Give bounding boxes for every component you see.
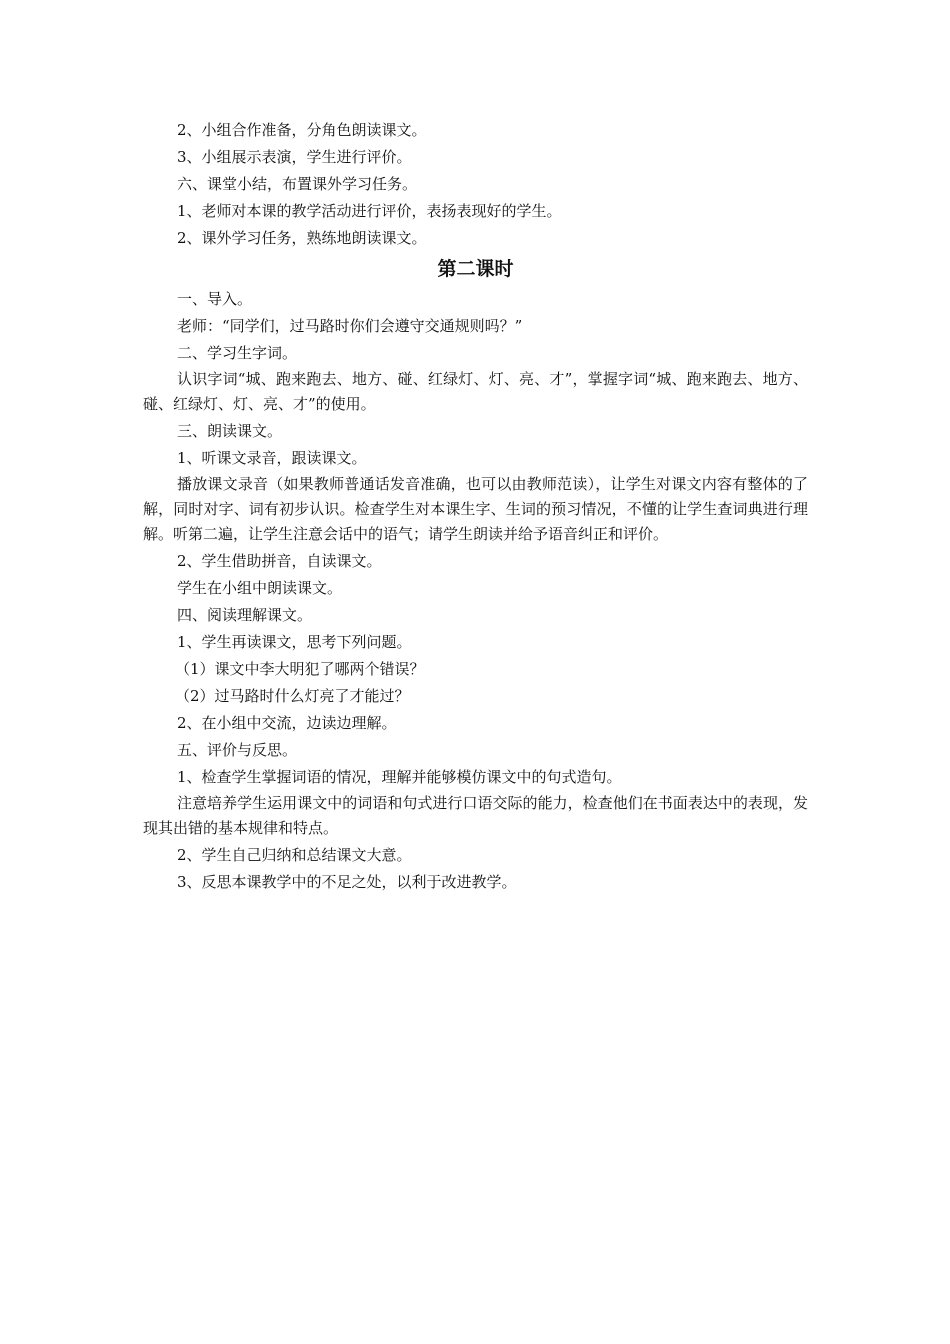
- step-check-vocab: 1、检查学生掌握词语的情况，理解并能够模仿课文中的句式造句。: [177, 768, 622, 786]
- document-page: [143, 117, 808, 896]
- step-listen-recording: 1、听课文录音，跟读课文。: [177, 449, 367, 467]
- vocab-paragraph: 认识字词“城、跑来跑去、地方、碰、红绿灯、灯、亮、才”，掌握字词“城、跑来跑去、地方、碰、红绿灯、灯、亮、才”的使用。: [143, 370, 808, 413]
- question-one: （1）课文中李大明犯了哪两个错误？: [175, 660, 425, 678]
- question-two: （2）过马路时什么灯亮了才能过？: [175, 687, 410, 705]
- step-self-reading: 2、学生借助拼音，自读课文。: [177, 552, 382, 570]
- section-comprehension-heading: 四、阅读理解课文。: [177, 606, 313, 624]
- section-reading-heading: 三、朗读课文。: [177, 422, 283, 440]
- reading-paragraph: 播放课文录音（如果教师普通话发音准确，也可以由教师范读），让学生对课文内容有整体的了解，同时对字、词有初步认识。检查学生对本课生字、生词的预习情况，不懂的让学生查词典进行理解。听第二遍，让学生注意会话中的语气；请学生朗读并给予语音纠正和评价。: [143, 475, 808, 543]
- step-group-prepare: 2、小组合作准备，分角色朗读课文。: [177, 121, 427, 139]
- step-summarize: 2、学生自己归纳和总结课文大意。: [177, 846, 412, 864]
- step-reflect: 3、反思本课教学中的不足之处，以利于改进教学。: [177, 873, 517, 891]
- evaluation-paragraph: 注意培养学生运用课文中的词语和句式进行口语交际的能力，检查他们在书面表达中的表现，发现其出错的基本规律和特点。: [143, 794, 808, 837]
- step-homework: 2、课外学习任务，熟练地朗读课文。: [177, 229, 427, 247]
- section-intro-heading: 一、导入。: [177, 290, 253, 308]
- section-evaluation-heading: 五、评价与反思。: [177, 741, 298, 759]
- section-vocab-heading: 二、学习生字词。: [177, 344, 298, 362]
- teacher-quote: 老师：“同学们，过马路时你们会遵守交通规则吗？”: [177, 317, 523, 335]
- step-group-perform: 3、小组展示表演，学生进行评价。: [177, 148, 412, 166]
- step-reread-questions: 1、学生再读课文，思考下列问题。: [177, 633, 412, 651]
- lesson-two-title: 第二课时: [437, 258, 514, 280]
- group-reading-line: 学生在小组中朗读课文。: [177, 579, 343, 597]
- section-summary-heading: 六、课堂小结，布置课外学习任务。: [177, 175, 418, 193]
- step-group-discussion: 2、在小组中交流，边读边理解。: [177, 714, 397, 732]
- step-teacher-evaluation: 1、老师对本课的教学活动进行评价，表扬表现好的学生。: [177, 202, 562, 220]
